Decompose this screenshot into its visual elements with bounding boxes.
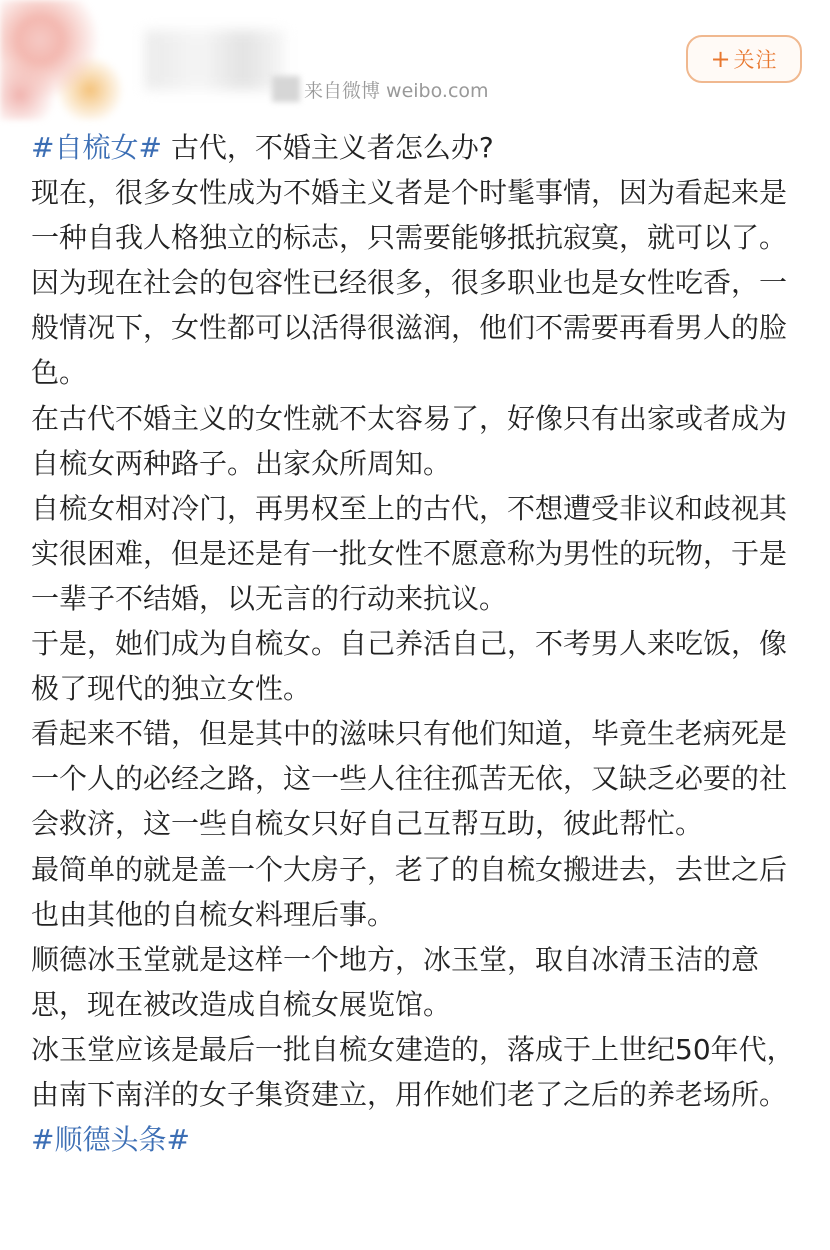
post-paragraph: 最简单的就是盖一个大房子，老了的自梳女搬进去，去世之后也由其他的自梳女料理后事。 (31, 852, 788, 931)
post-title: 古代，不婚主义者怎么办? (161, 131, 494, 164)
follow-button[interactable] (686, 35, 802, 83)
post-paragraph: 顺德冰玉堂就是这样一个地方，冰玉堂，取自冰清玉洁的意思，现在被改造成自梳女展览馆。 (31, 942, 760, 1021)
post-paragraph: 在古代不婚主义的女性就不太容易了，好像只有出家或者成为自梳女两种路子。出家众所周知。 (31, 401, 788, 480)
end-tag-link[interactable]: #顺德头条# (31, 1123, 190, 1157)
post-paragraph: 自梳女相对冷门，再男权至上的古代，不想遭受非议和歧视其实很困难，但是还是有一批女性不愿意称为男性的玩物，于是一辈子不结婚，以无言的行动来抗议。 (31, 491, 788, 615)
source-text: 来自微博 weibo.com (304, 79, 489, 102)
post-title-line (31, 125, 801, 170)
post-source (272, 74, 489, 104)
post-paragraph: 现在，很多女性成为不婚主义者是个时髦事情，因为看起来是一种自我人格独立的标志，只需要能够抵抗寂寞，就可以了。 (31, 176, 788, 255)
username-blurred[interactable] (145, 30, 285, 90)
post-paragraph-last (31, 1027, 801, 1162)
plus-icon: + (710, 45, 732, 73)
post-paragraph: 于是，她们成为自梳女。自己养活自己，不考男人来吃饭，像极了现代的独立女性。 (31, 627, 788, 706)
post-paragraph: 因为现在社会的包容性已经很多，很多职业也是女性吃香，一般情况下，女性都可以活得很滋润，他们不需要再看男人的脸色。 (31, 266, 788, 390)
post-header (0, 0, 830, 120)
blurred-text (272, 76, 300, 102)
post-paragraph: 看起来不错，但是其中的滋味只有他们知道，毕竟生老病死是一个人的必经之路，这一些人往往孤苦无依，又缺乏必要的社会救济，这一些自梳女只好自己互帮互助，彼此帮忙。 (31, 717, 788, 841)
topic-tag-link[interactable]: #自梳女# (31, 131, 162, 164)
post-body (31, 125, 801, 1162)
avatar[interactable] (0, 0, 140, 120)
last-paragraph-text: 冰玉堂应该是最后一批自梳女建造的，落成于上世纪50年代，由南下南洋的女子集资建立，用作她们老了之后的养老场所。 (31, 1032, 795, 1111)
follow-label: 关注 (733, 48, 778, 72)
